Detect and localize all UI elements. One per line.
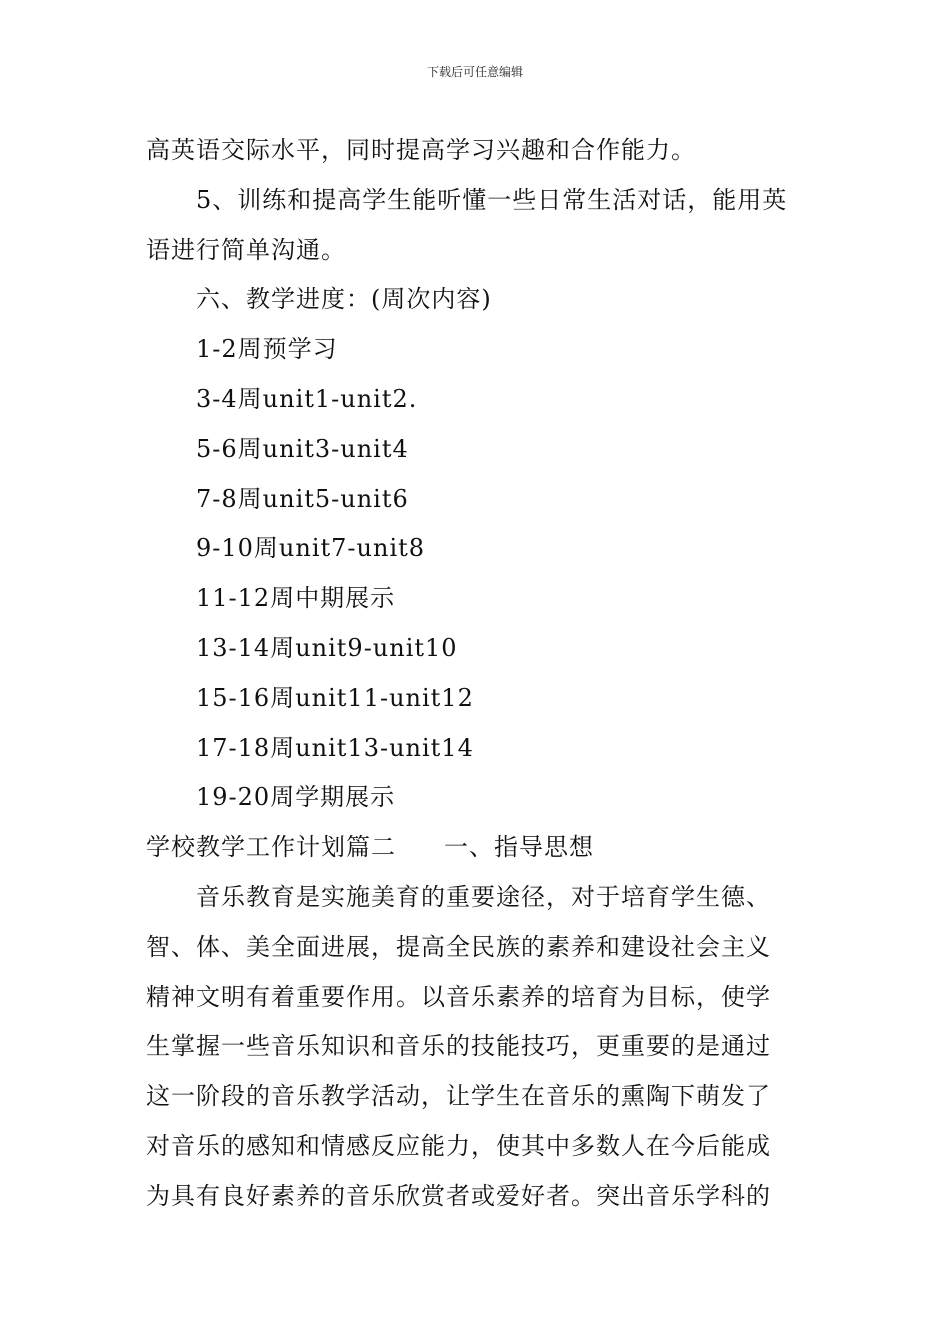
document-body xyxy=(146,126,810,1222)
schedule-row: 1-2周预学习 xyxy=(196,335,338,364)
list-item-5-line-2: 语进行简单沟通。 xyxy=(146,235,346,264)
schedule-row: 15-16周unit11-unit12 xyxy=(196,683,474,712)
paragraph-line: 智、体、美全面进展，提高全民族的素养和建设社会主义 xyxy=(146,932,771,961)
page-header: 下载后可任意编辑 xyxy=(426,65,523,79)
section-title-line xyxy=(146,823,810,873)
paragraph-line: 生掌握一些音乐知识和音乐的技能技巧，更重要的是通过 xyxy=(146,1032,771,1061)
schedule-row: 5-6周unit3-unit4 xyxy=(196,434,409,463)
paragraph-line: 精神文明有着重要作用。以音乐素养的培育为目标，使学 xyxy=(146,982,771,1011)
schedule-row: 7-8周unit5-unit6 xyxy=(196,484,409,513)
schedule-row: 3-4周unit1-unit2. xyxy=(196,384,418,413)
schedule-row: 19-20周学期展示 xyxy=(196,783,396,812)
section-title: 学校教学工作计划篇二 xyxy=(146,833,396,862)
paragraph-line: 对音乐的感知和情感反应能力，使其中多数人在今后能成 xyxy=(146,1131,771,1160)
progress-heading: 六、教学进度：(周次内容) xyxy=(196,285,492,314)
schedule-row: 9-10周unit7-unit8 xyxy=(196,534,426,563)
paragraph-line: 音乐教育是实施美育的重要途径，对于培育学生德、 xyxy=(196,882,771,911)
schedule-row: 11-12周中期展示 xyxy=(196,584,396,613)
list-item-5-line-1: 5、训练和提高学生能听懂一些日常生活对话，能用英 xyxy=(196,185,788,214)
section-subheading: 一、指导思想 xyxy=(444,833,594,862)
paragraph-line: 这一阶段的音乐教学活动，让学生在音乐的熏陶下萌发了 xyxy=(146,1082,771,1111)
schedule-row: 17-18周unit13-unit14 xyxy=(196,733,474,762)
paragraph-line: 为具有良好素养的音乐欣赏者或爱好者。突出音乐学科的 xyxy=(146,1181,771,1210)
schedule-row: 13-14周unit9-unit10 xyxy=(196,633,458,662)
paragraph-line: 高英语交际水平，同时提高学习兴趣和合作能力。 xyxy=(146,136,696,164)
